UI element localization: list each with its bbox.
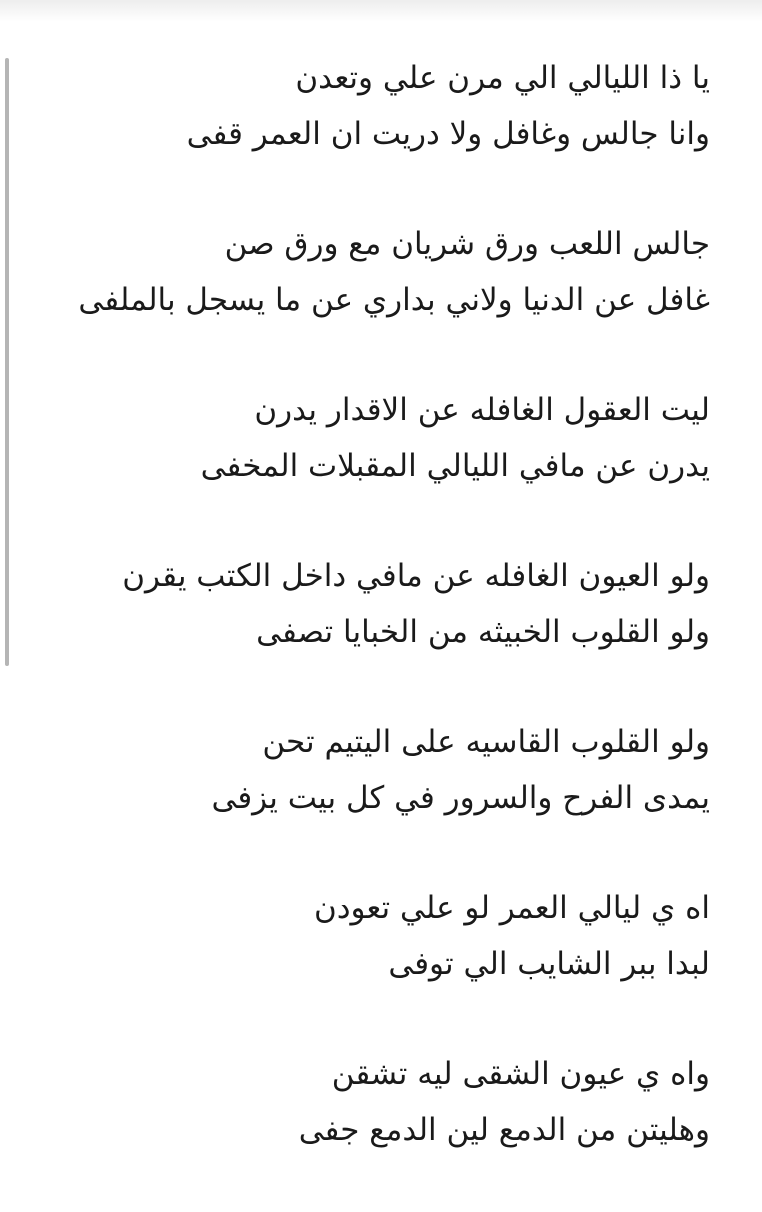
scroll-indicator[interactable] (5, 58, 9, 666)
stanza-3-line-2: يدرن عن مافي الليالي المقبلات المخفى (200, 448, 710, 484)
stanza-6-line-2: لبدا ببر الشايب الي توفى (388, 946, 710, 982)
stanza-1-line-1: يا ذا الليالي الي مرن علي وتعدن (295, 60, 710, 96)
stanza-5-line-1: ولو القلوب القاسيه على اليتيم تحن (262, 724, 710, 760)
stanza-7-line-1: واه ي عيون الشقى ليه تشقن (331, 1056, 710, 1092)
stanza-4-line-1: ولو العيون الغافله عن مافي داخل الكتب يقرن (122, 558, 710, 594)
stanza-4 (40, 548, 710, 714)
stanza-7 (40, 1046, 710, 1212)
stanza-4-line-2: ولو القلوب الخبيثه من الخبايا تصفى (256, 614, 710, 650)
stanza-5-line-2: يمدى الفرح والسرور في كل بيت يزفى (211, 780, 710, 816)
stanza-6 (40, 880, 710, 1046)
stanza-1-line-2: وانا جالس وغافل ولا دريت ان العمر قفى (186, 116, 710, 152)
stanza-3 (40, 382, 710, 548)
stanza-6-line-1: اه ي ليالي العمر لو علي تعودن (313, 890, 710, 926)
stanza-2-line-1: جالس اللعب ورق شريان مع ورق صن (224, 226, 710, 262)
stanza-5 (40, 714, 710, 880)
stanza-2-line-2: غافل عن الدنيا ولاني بداري عن ما يسجل بالملفى (78, 282, 710, 318)
stanza-7-line-2: وهليتن من الدمع لين الدمع جفى (298, 1112, 710, 1148)
stanza-2 (40, 216, 710, 382)
poem-text (40, 50, 710, 1212)
stanza-1 (40, 50, 710, 216)
stanza-3-line-1: ليت العقول الغافله عن الاقدار يدرن (254, 392, 710, 428)
top-shadow (0, 0, 762, 22)
